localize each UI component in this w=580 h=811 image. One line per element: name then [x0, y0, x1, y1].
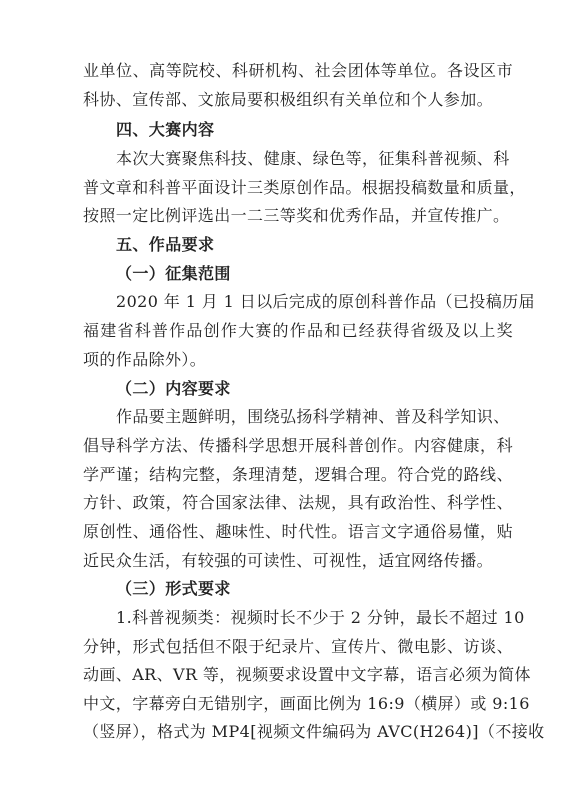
body-text-line: 业单位、高等院校、科研机构、社会团体等单位。各设区市: [83, 61, 513, 80]
body-text-line: 分钟，形式包括但不限于纪录片、宣传片、微电影、访谈、: [83, 637, 513, 656]
body-text-line: 科协、宣传部、文旅局要积极组织有关单位和个人参加。: [83, 90, 494, 109]
body-text-line: 动画、AR、VR 等，视频要求设置中文字幕，语言必须为简体: [83, 665, 531, 684]
section-heading-work-requirements: 五、作品要求: [116, 235, 215, 254]
section-heading-contest-content: 四、大赛内容: [116, 120, 215, 139]
body-text-line: 倡导科学方法、传播科学思想开展科普创作。内容健康，科: [83, 436, 513, 455]
paragraph-first-line: 2020 年 1 月 1 日以后完成的原创科普作品（已投稿历届: [116, 292, 535, 311]
body-text-line: （竖屏），格式为 MP4[视频文件编码为 AVC(H264)]（不接收: [83, 722, 545, 741]
paragraph-first-line: 作品要主题鲜明，围绕弘扬科学精神、普及科学知识、: [116, 407, 510, 426]
subheading-collection-scope: （一）征集范围: [116, 264, 231, 283]
body-text-line: 按照一定比例评选出一二三等奖和优秀作品，并宣传推广。: [83, 206, 510, 225]
body-text-line: 项的作品除外）。: [83, 350, 207, 369]
body-text-line: 中文，字幕旁白无错别字，画面比例为 16:9（横屏）或 9:16: [83, 694, 530, 713]
body-text-line: 普文章和科普平面设计三类原创作品。根据投稿数量和质量，: [83, 178, 526, 197]
body-text-line: 学严谨；结构完整，条理清楚，逻辑合理。符合党的路线、: [83, 465, 513, 484]
paragraph-first-line: 1.科普视频类：视频时长不少于 2 分钟，最长不超过 10: [116, 608, 525, 627]
subheading-format-requirements: （三）形式要求: [116, 579, 231, 598]
body-text-line: 方针、政策，符合国家法律、法规，具有政治性、科学性、: [83, 493, 513, 512]
body-text-line: 近民众生活，有较强的可读性、可视性，适宜网络传播。: [83, 551, 494, 570]
paragraph-first-line: 本次大赛聚焦科技、健康、绿色等，征集科普视频、科: [116, 149, 510, 168]
subheading-content-requirements: （二）内容要求: [116, 379, 231, 398]
body-text-line: 福建省科普作品创作大赛的作品和已经获得省级及以上奖: [83, 321, 513, 340]
body-text-line: 原创性、通俗性、趣味性、时代性。语言文字通俗易懂，贴: [83, 522, 513, 541]
